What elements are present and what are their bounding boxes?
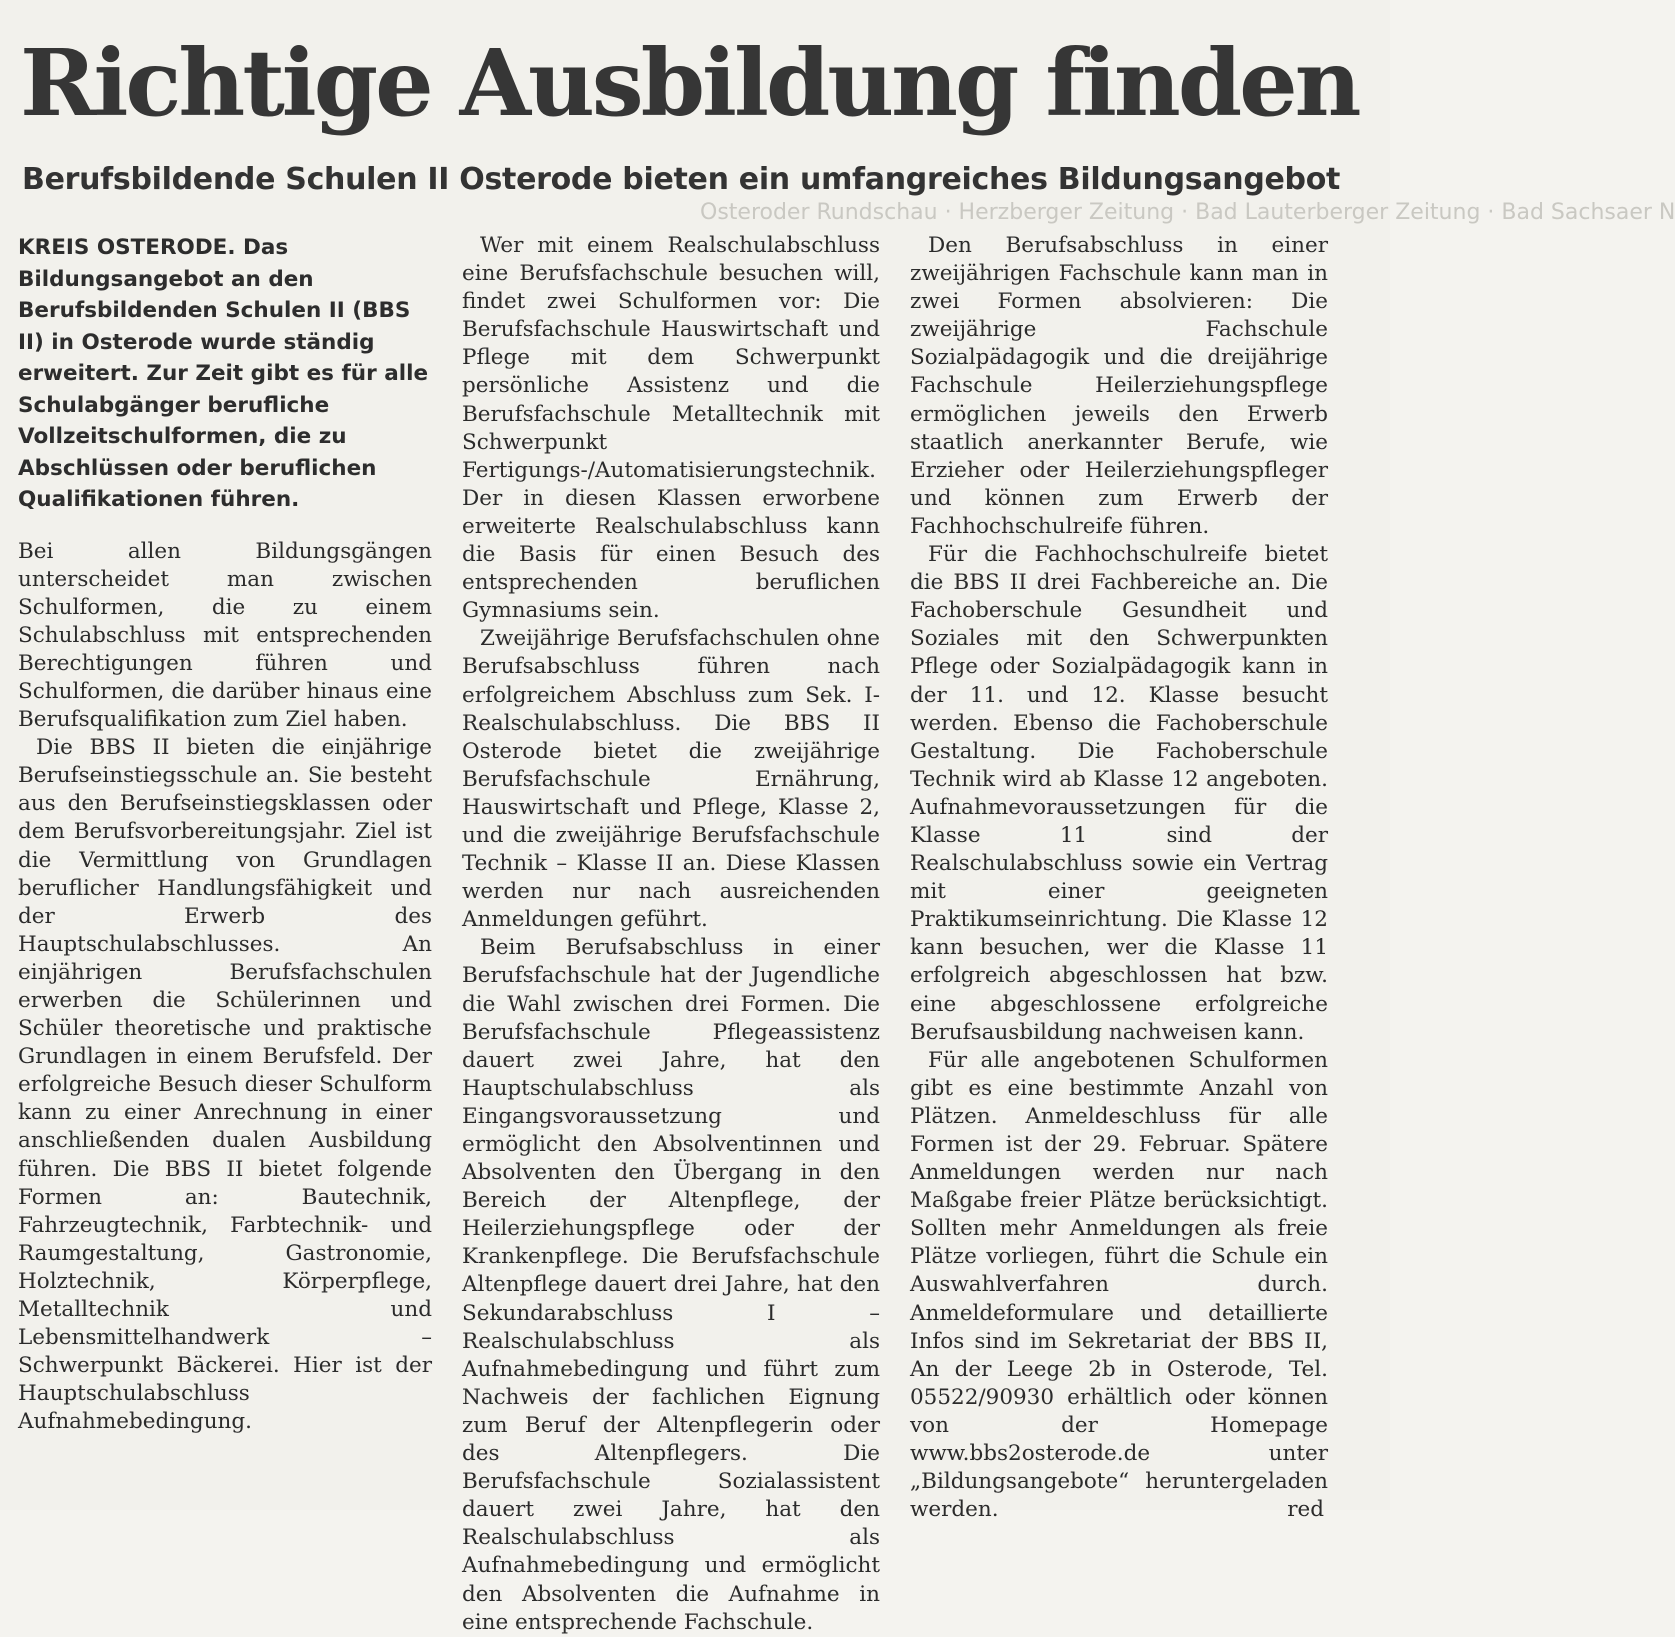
- article-column-1: [18, 232, 432, 1437]
- article-column-2: [462, 232, 880, 1637]
- article-paragraph-text: Für alle angebotenen Schulformen gibt es eine bestimmte Anzahl von Plätzen. Anmeldeschluss für alle Formen ist der 29. Februar. Spätere Anmeldungen werden nur nach Maßgabe freier Plätze berücksichtigt. Sollten mehr Anmeldungen als freie Plätze vorliegen, führt die Schule ein Auswahlverfahren durch. Anmeldeformulare und detaillierte Infos sind im Sekretariat der BBS II, An der Leege 2b in Osterode, Tel. 05522/90930 erhältlich oder können von der Homepage www.bbs2osterode.de unter „Bildungsangebote“ heruntergeladen werden.: [910, 1047, 1328, 1523]
- article-paragraph: Zweijährige Berufsfachschulen ohne Berufsabschluss führen nach erfolgreichem Abschluss zum Sek. I-Realschulabschluss. Die BBS II Osterode bietet die zweijährige Berufsfachschule Ernährung, Hauswirtschaft und Pflege, Klasse 2, und die zweijährige Berufsfachschule Technik – Klasse II an. Diese Klassen werden nur nach ausreichenden Anmeldungen geführt.: [462, 626, 880, 933]
- article-paragraph: [910, 1047, 1328, 1525]
- article-paragraph: Bei allen Bildungsgängen unterscheidet man zwischen Schulformen, die zu einem Schulabschluss mit entsprechenden Berechtigungen führen und Schulformen, die darüber hinaus eine Berufsqualifikation zum Ziel haben.: [18, 538, 432, 733]
- author-signature: red: [1287, 1497, 1324, 1523]
- article-paragraph: Wer mit einem Realschulabschluss eine Berufsfachschule besuchen will, findet zwei Schulformen vor: Die Berufsfachschule Hauswirtschaft und Pflege mit dem Schwerpunkt persönliche Assistenz und die Berufsfachschule Metalltechnik mit Schwerpunkt Fertigungs-/Automatisierungstechnik. Der in diesen Klassen erworbene erweiterte Realschulabschluss kann die Basis für einen Besuch des entsprechenden beruflichen Gymnasiums sein.: [462, 233, 880, 624]
- article-column-3: [910, 232, 1328, 1524]
- article-paragraph: Die BBS II bieten die einjährige Berufseinstiegsschule an. Sie besteht aus den Berufseinstiegsklassen oder dem Berufsvorbereitungsjahr. Ziel ist die Vermittlung von Grundlagen beruflicher Handlungsfähigkeit und der Erwerb des Hauptschulabschlusses. An einjährigen Berufsfachschulen erwerben die Schülerinnen und Schüler theoretische und praktische Grundlagen in einem Berufsfeld. Der erfolgreiche Besuch dieser Schulform kann zu einer Anrechnung in einer anschließenden dualen Ausbildung führen. Die BBS II bietet folgende Formen an: Bautechnik, Fahrzeugtechnik, Farbtechnik- und Raumgestaltung, Gastronomie, Holztechnik, Körperpflege, Metalltechnik und Lebensmittelhandwerk – Schwerpunkt Bäckerei. Hier ist der Hauptschulabschluss Aufnahmebedingung.: [18, 735, 432, 1435]
- article-subheadline: Berufsbildende Schulen II Osterode bieten ein umfangreiches Bildungsangebot: [22, 162, 1341, 197]
- article-paragraph: Für die Fachhochschulreife bietet die BBS II drei Fachbereiche an. Die Fachoberschule Gesundheit und Soziales mit den Schwerpunkten Pflege oder Sozialpädagogik kann in der 11. und 12. Klasse besucht werden. Ebenso die Fachoberschule Gestaltung. Die Fachoberschule Technik wird ab Klasse 12 angeboten. Aufnahmevoraussetzungen für die Klasse 11 sind der Realschulabschluss sowie ein Vertrag mit einer geeigneten Praktikumseinrichtung. Die Klasse 12 kann besuchen, wer die Klasse 11 erfolgreich abgeschlossen hat bzw. eine abgeschlossene erfolgreiche Berufsausbildung nachweisen kann.: [910, 542, 1328, 1045]
- article-paragraph: Den Berufsabschluss in einer zweijährigen Fachschule kann man in zwei Formen absolvieren: Die zweijährige Fachschule Sozialpädagogik und die dreijährige Fachschule Heilerziehungspflege ermöglichen jeweils den Erwerb staatlich anerkannter Berufe, wie Erzieher oder Heilerziehungspfleger und können zum Erwerb der Fachhochschulreife führen.: [910, 233, 1328, 539]
- bleed-through-text: Osteroder Rundschau · Herzberger Zeitung · Bad Lauterberger Zeitung · Bad Sachsaer N: [700, 200, 1675, 225]
- article-lead: KREIS OSTERODE. Das Bildungsangebot an den Berufsbildenden Schulen II (BBS II) in Osterode wurde ständig erweitert. Zur Zeit gibt es für alle Schulabgänger berufliche Vollzeitschulformen, die zu Abschlüssen oder beruflichen Qualifikationen führen.: [18, 235, 429, 512]
- article-headline: Richtige Ausbildung finden: [20, 29, 1359, 137]
- article-paragraph: Beim Berufsabschluss in einer Berufsfachschule hat der Jugendliche die Wahl zwischen drei Formen. Die Berufsfachschule Pflegeassistenz dauert zwei Jahre, hat den Hauptschulabschluss als Eingangsvoraussetzung und ermöglicht den Absolventinnen und Absolventen den Übergang in den Bereich der Altenpflege, der Heilerziehungspflege oder der Krankenpflege. Die Berufsfachschule Altenpflege dauert drei Jahre, hat den Sekundarabschluss I – Realschulabschluss als Aufnahmebedingung und führt zum Nachweis der fachlichen Eignung zum Beruf der Altenpflegerin oder des Altenpflegers. Die Berufsfachschule Sozialassistent dauert zwei Jahre, hat den Realschulabschluss als Aufnahmebedingung und ermöglicht den Absolventen die Aufnahme in eine entsprechende Fachschule.: [462, 935, 880, 1635]
